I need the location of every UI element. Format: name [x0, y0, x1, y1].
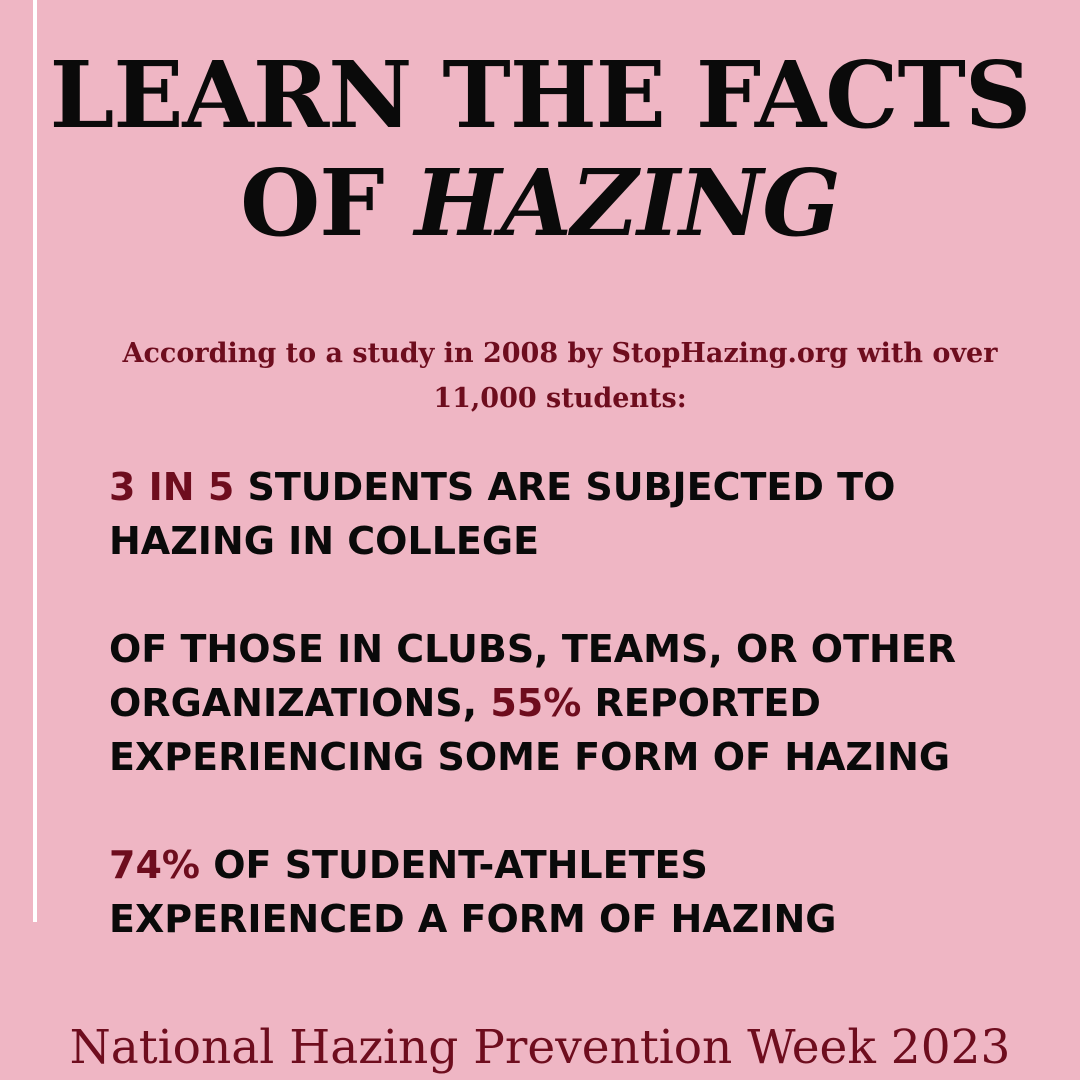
fact-line — [109, 676, 1049, 730]
fact-line — [109, 838, 1049, 892]
title-line-1: LEARN THE FACTS — [49, 41, 1031, 149]
fact-highlight-stat: 74% — [109, 843, 200, 887]
fact-text: STUDENTS ARE SUBJECTED TO — [234, 465, 896, 509]
subtitle-line-1: According to a study in 2008 by StopHazing.org with over — [122, 338, 998, 369]
event-footer: National Hazing Prevention Week 2023 — [69, 1020, 1011, 1075]
fact-text: OF STUDENT-ATHLETES — [199, 843, 708, 887]
fact-line: EXPERIENCED A FORM OF HAZING — [109, 897, 837, 941]
title-prefix: OF — [240, 148, 415, 257]
fact-college-hazing — [109, 460, 1049, 568]
title-line-2 — [0, 150, 1080, 258]
title-emphasis: HAZING — [414, 148, 840, 257]
fact-line: OF THOSE IN CLUBS, TEAMS, OR OTHER — [109, 627, 957, 671]
fact-highlight-stat: 55% — [490, 681, 582, 725]
fact-line: EXPERIENCING SOME FORM OF HAZING — [109, 735, 951, 779]
subtitle-line-2: 11,000 students: — [433, 382, 687, 414]
poster-title — [0, 42, 1080, 257]
fact-line — [109, 460, 1049, 514]
fact-line: HAZING IN COLLEGE — [109, 519, 540, 563]
fact-athletes-hazing — [109, 838, 1049, 946]
fact-highlight-stat: 3 IN 5 — [109, 465, 235, 509]
facts-list — [109, 460, 1049, 946]
fact-organizations-hazing — [109, 622, 1049, 784]
fact-text: REPORTED — [581, 681, 821, 725]
study-source-subtitle — [40, 332, 1080, 421]
fact-text: ORGANIZATIONS, — [109, 681, 491, 725]
